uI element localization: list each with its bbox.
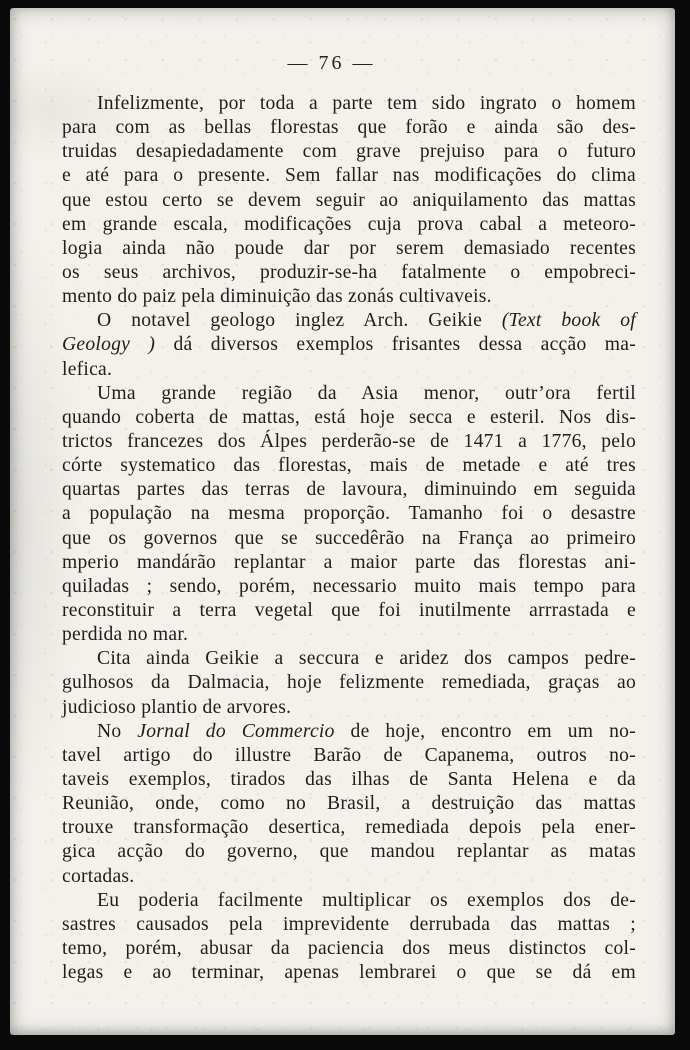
page-number: — 76 — — [287, 52, 376, 74]
text-line — [62, 478, 636, 502]
text-segment: cortadas. — [62, 865, 135, 887]
text-line — [62, 261, 636, 285]
text-segment: Uma grande região da Asia menor, outr’ora fertil — [97, 382, 636, 404]
text-segment: quartas partes das terras de lavoura, diminuindo em seguida — [62, 479, 636, 501]
text-line — [62, 382, 636, 406]
text-line — [62, 599, 636, 623]
text-line — [62, 647, 636, 671]
text-line — [62, 792, 636, 816]
text-line — [62, 454, 636, 478]
text-segment: de hoje, encontro em um no- — [334, 720, 636, 742]
text-segment: No — [97, 720, 138, 742]
text-line — [62, 92, 636, 116]
text-segment: trictos francezes dos Álpes perderão-se de 1471 a 1776, pelo — [62, 430, 636, 452]
text-line — [62, 213, 636, 237]
text-segment: taveis exemplos, tirados das ilhas de Santa Helena e da — [62, 768, 636, 790]
text-segment: que os governos que se succedêrão na França ao primeiro — [62, 527, 636, 549]
text-segment: reconstituir a terra vegetal que foi inutilmente arrrastada e — [62, 599, 636, 621]
text-segment: tavel artigo do illustre Barão de Capanema, outros no- — [62, 744, 636, 766]
paragraph — [62, 647, 636, 719]
text-line — [62, 865, 636, 889]
italic-text-segment: (Text book of — [501, 310, 636, 332]
text-line — [62, 406, 636, 430]
text-segment: Infelizmente, por toda a parte tem sido ingrato o homem — [97, 93, 636, 114]
text-segment: Eu poderia facilmente multiplicar os exemplos dos de- — [97, 889, 636, 911]
text-segment: e até para o presente. Sem fallar nas modificações do clima — [62, 165, 636, 187]
text-block — [62, 92, 636, 985]
book-page — [10, 8, 675, 1035]
text-line — [62, 913, 636, 937]
text-line — [62, 309, 636, 333]
text-segment: lefica. — [62, 358, 113, 380]
text-segment: perdida no mar. — [62, 624, 189, 646]
text-segment: O notavel geologo inglez Arch. Geikie — [97, 310, 502, 332]
text-segment: legas e ao terminar, apenas lembrarei o que se dá em — [62, 962, 636, 984]
text-line — [62, 937, 636, 961]
text-line — [62, 744, 636, 768]
text-line — [62, 889, 636, 913]
text-line — [62, 527, 636, 551]
text-line — [62, 720, 636, 744]
text-segment: em grande escala, modificações cuja prova cabal a meteoro- — [62, 213, 636, 235]
text-line — [62, 285, 636, 309]
text-segment: mento do paiz pela diminuição das zonás cultivaveis. — [62, 286, 492, 308]
text-line — [62, 189, 636, 213]
text-line — [62, 623, 636, 647]
paragraph — [62, 92, 636, 309]
text-line — [62, 333, 636, 357]
text-segment: truidas desapiedadamente com grave prejuiso para o futuro — [62, 141, 636, 163]
text-line — [62, 696, 636, 720]
text-line — [62, 575, 636, 599]
text-segment: que estou certo se devem seguir ao aniquilamento das mattas — [62, 189, 636, 211]
text-line — [62, 164, 636, 188]
text-segment: gica acção do governo, que mandou replantar as matas — [62, 841, 636, 863]
text-segment: para com as bellas florestas que forão e ainda são des- — [62, 117, 636, 139]
text-segment: dá diversos exemplos frisantes dessa acção ma- — [173, 334, 637, 356]
text-line — [62, 768, 636, 792]
text-line — [62, 140, 636, 164]
text-segment: os seus archivos, produzir-se-ha fatalmente o empobreci- — [62, 261, 636, 283]
text-line — [62, 430, 636, 454]
italic-text-segment: Geology ) — [62, 334, 174, 356]
text-line — [62, 502, 636, 526]
text-segment: judicioso plantio de arvores. — [62, 696, 292, 718]
text-segment: quiladas ; sendo, porém, necessario muito mais tempo para — [62, 575, 636, 597]
paragraph — [62, 309, 636, 381]
italic-text-segment: Jornal do Commercio — [137, 720, 335, 742]
text-segment: quando coberta de mattas, está hoje secca e esteril. Nos dis- — [62, 406, 636, 428]
text-line — [62, 816, 636, 840]
text-segment: temo, porém, abusar da paciencia dos meus distinctos col- — [62, 937, 636, 959]
text-segment: córte systematico das florestas, mais de metade e até tres — [62, 455, 636, 477]
paragraph — [62, 720, 636, 889]
text-segment: Reunião, onde, como no Brasil, a destruição das mattas — [62, 793, 636, 815]
text-segment: sastres causados pela imprevidente derrubada das mattas ; — [62, 913, 636, 935]
text-line — [62, 116, 636, 140]
text-segment: gulhosos da Dalmacia, hoje felizmente remediada, graças ao — [62, 672, 636, 694]
text-segment: logia ainda não poude dar por serem demasiado recentes — [62, 237, 636, 259]
text-line — [62, 358, 636, 382]
text-line — [62, 551, 636, 575]
text-line — [62, 961, 636, 985]
text-segment: Cita ainda Geikie a seccura e aridez dos campos pedre- — [97, 648, 636, 670]
text-segment: mperio mandárão replantar a maior parte das florestas ani- — [62, 551, 636, 573]
text-line — [62, 840, 636, 864]
paragraph — [62, 382, 636, 648]
text-line — [62, 237, 636, 261]
paragraph — [62, 889, 636, 986]
text-segment: a população na mesma proporção. Tamanho foi o desastre — [62, 503, 636, 525]
text-segment: trouxe transformação desertica, remediada depois pela ener- — [62, 817, 636, 839]
text-line — [62, 671, 636, 695]
